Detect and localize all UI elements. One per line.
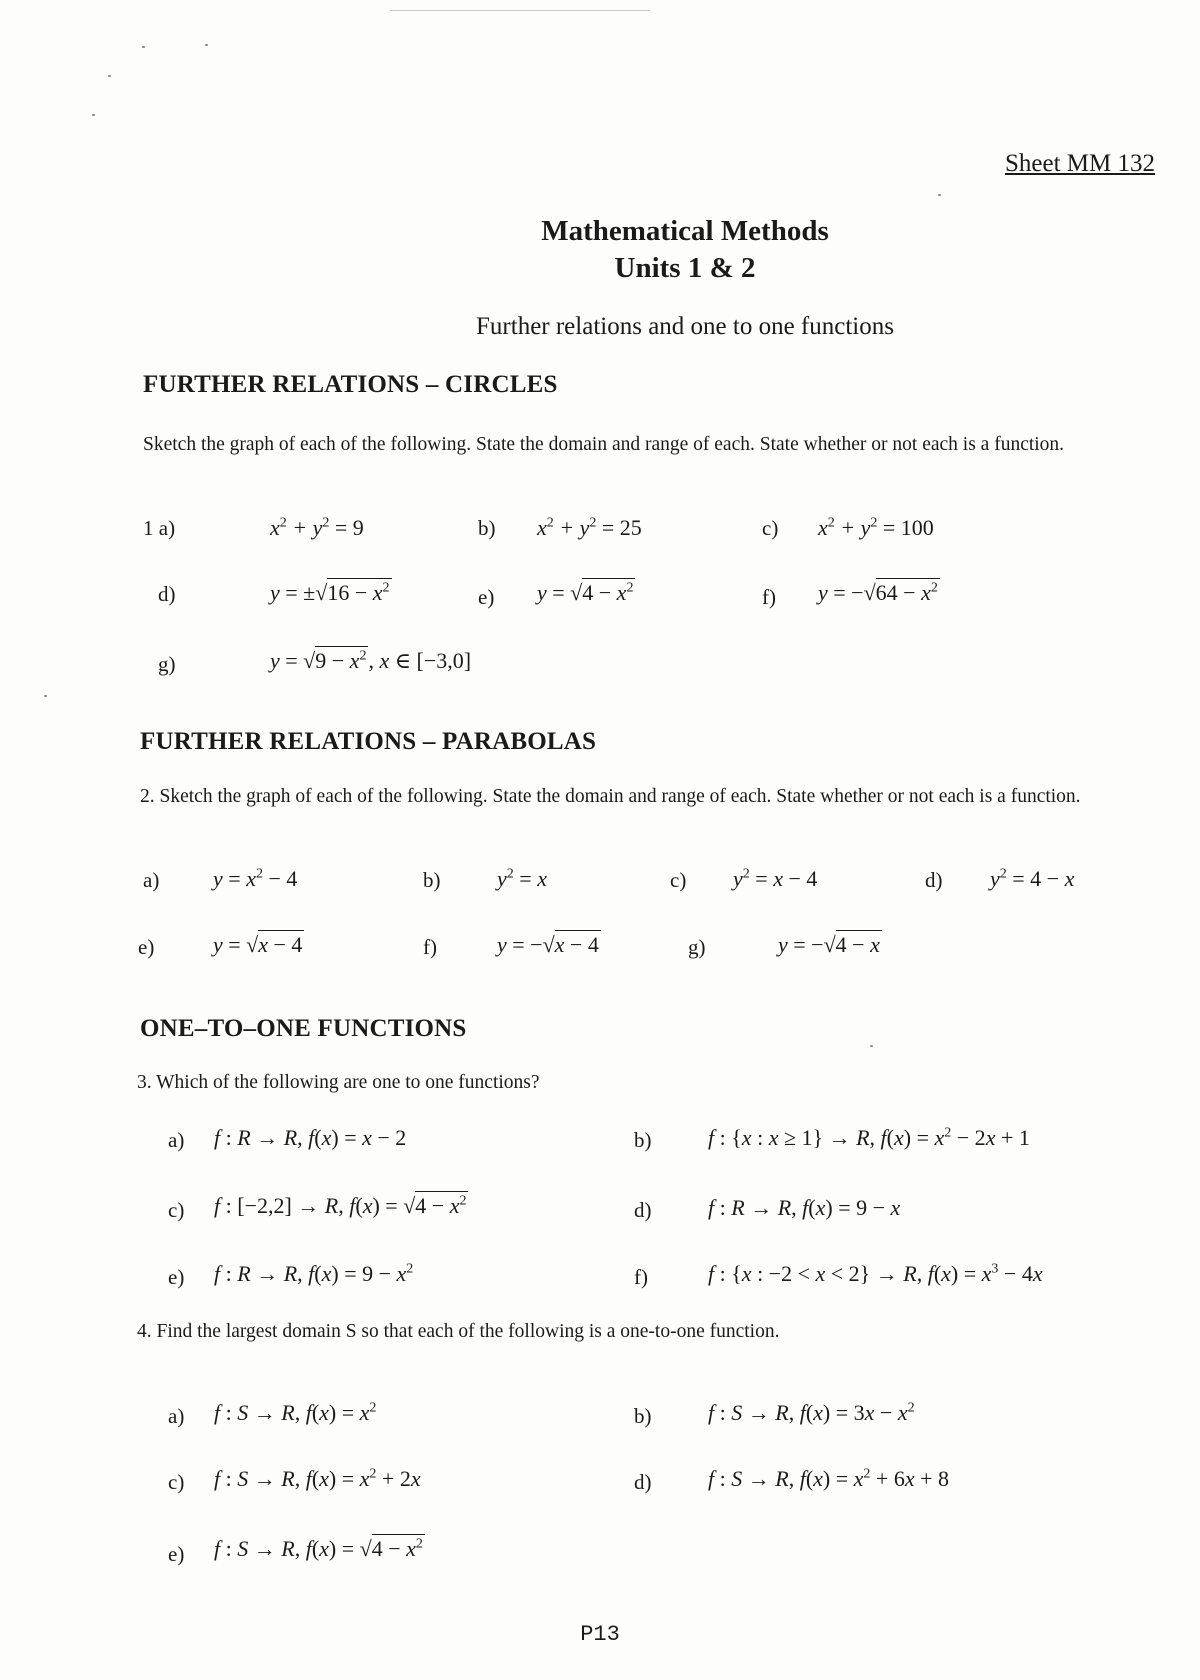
item-label: d) [634, 1198, 652, 1222]
item-label: d) [925, 868, 943, 892]
item-label: e) [168, 1265, 185, 1289]
scan-artifact-line [390, 10, 650, 11]
math-expression: $x^2 + y^2 = 9$ [270, 515, 364, 540]
item-label: a) [168, 1128, 185, 1152]
math-expression: f : R → R, f(x) = x − 2 [214, 1125, 407, 1150]
circles-instruction: Sketch the graph of each of the following. State the domain and range of each. State whether or not each is a function. [143, 434, 1065, 455]
math-expression: f : S → R, $f(x) = 3x - x^2$ [708, 1400, 915, 1425]
item-label: e) [478, 585, 495, 609]
sheet-label: Sheet MM 132 [1005, 150, 1155, 177]
item-label: f) [423, 935, 437, 959]
math-expression: $y = √9 - x^2$, x ∈ [−3,0] [270, 648, 472, 673]
item-label: d) [158, 582, 176, 606]
math-expression: $y = x^2 - 4$ [213, 866, 298, 891]
item-label: c) [670, 868, 687, 892]
scan-speck [938, 194, 941, 196]
item-label: c) [168, 1198, 185, 1222]
scan-speck [108, 75, 111, 77]
scan-speck [92, 114, 95, 116]
item-label: a) [143, 868, 160, 892]
math-expression: y = −√x − 4 [497, 932, 599, 957]
math-expression: $y^2 = x - 4$ [733, 866, 818, 891]
scan-speck [870, 1045, 873, 1047]
item-label: f) [634, 1265, 648, 1289]
math-expression: y = √x − 4 [213, 932, 303, 957]
item-label: b) [478, 516, 496, 540]
math-expression: f : {x : x ≥ 1} → R, $f(x) = x^2 - 2x + 1$ [708, 1125, 1030, 1150]
page-number: P13 [580, 1622, 620, 1647]
item-label: f) [762, 585, 776, 609]
item-label: b) [423, 868, 441, 892]
item-label: 1 a) [143, 516, 176, 540]
item-label: e) [138, 935, 155, 959]
item-label: b) [634, 1404, 652, 1428]
math-expression: f : R → R, f(x) = 9 − x [708, 1195, 901, 1220]
math-expression: f : S → R, $f(x) = x^2 + 2x$ [214, 1466, 421, 1491]
math-expression: $x^2 + y^2 = 25$ [537, 515, 642, 540]
section-heading-circles: FURTHER RELATIONS – CIRCLES [143, 371, 558, 398]
math-expression: $y^2 = x$ [497, 866, 547, 891]
math-expression: y = −√4 − x [778, 932, 880, 957]
scan-speck [142, 46, 145, 48]
item-label: c) [762, 516, 779, 540]
math-expression: f : S → R, $f(x) = √4 - x^2$ [214, 1536, 423, 1561]
math-expression: f : S → R, $f(x) = x^2$ [214, 1400, 377, 1425]
question-3-text: 3. Which of the following are one to one functions? [137, 1072, 540, 1093]
topic-subtitle: Further relations and one to one functions [476, 313, 894, 340]
math-expression: f : S → R, $f(x) = x^2 + 6x + 8$ [708, 1466, 950, 1491]
math-expression: $x^2 + y^2 = 100$ [818, 515, 934, 540]
math-expression: $y = √4 - x^2$ [537, 580, 634, 605]
page-subtitle-units: Units 1 & 2 [614, 252, 756, 284]
section-heading-one-to-one: ONE–TO–ONE FUNCTIONS [140, 1015, 467, 1042]
item-label: d) [634, 1470, 652, 1494]
math-expression: f : {x : −2 < x < 2} → R, $f(x) = x^3 - 4x$ [708, 1261, 1043, 1286]
section-heading-parabolas: FURTHER RELATIONS – PARABOLAS [140, 728, 597, 755]
item-label: e) [168, 1542, 185, 1566]
math-expression: f : [−2,2] → R, $f(x) = √4 - x^2$ [214, 1193, 467, 1218]
math-expression: $y = \pm√16 - x^2$ [270, 580, 390, 605]
math-expression: f : R → R, $f(x) = 9 - x^2$ [214, 1261, 414, 1286]
parabolas-instruction: 2. Sketch the graph of each of the following. State the domain and range of each. State whether or not each is a function. [140, 786, 1081, 807]
item-label: g) [158, 652, 176, 676]
question-4-text: 4. Find the largest domain S so that each of the following is a one-to-one function. [137, 1321, 780, 1342]
item-label: c) [168, 1470, 185, 1494]
math-expression: $y = -√64 - x^2$ [818, 580, 938, 605]
scan-speck [44, 695, 47, 697]
math-expression: $y^2 = 4 - x$ [990, 866, 1075, 891]
page-title: Mathematical Methods [541, 215, 829, 247]
scan-speck [205, 44, 208, 46]
item-label: b) [634, 1128, 652, 1152]
item-label: g) [688, 935, 706, 959]
item-label: a) [168, 1404, 185, 1428]
